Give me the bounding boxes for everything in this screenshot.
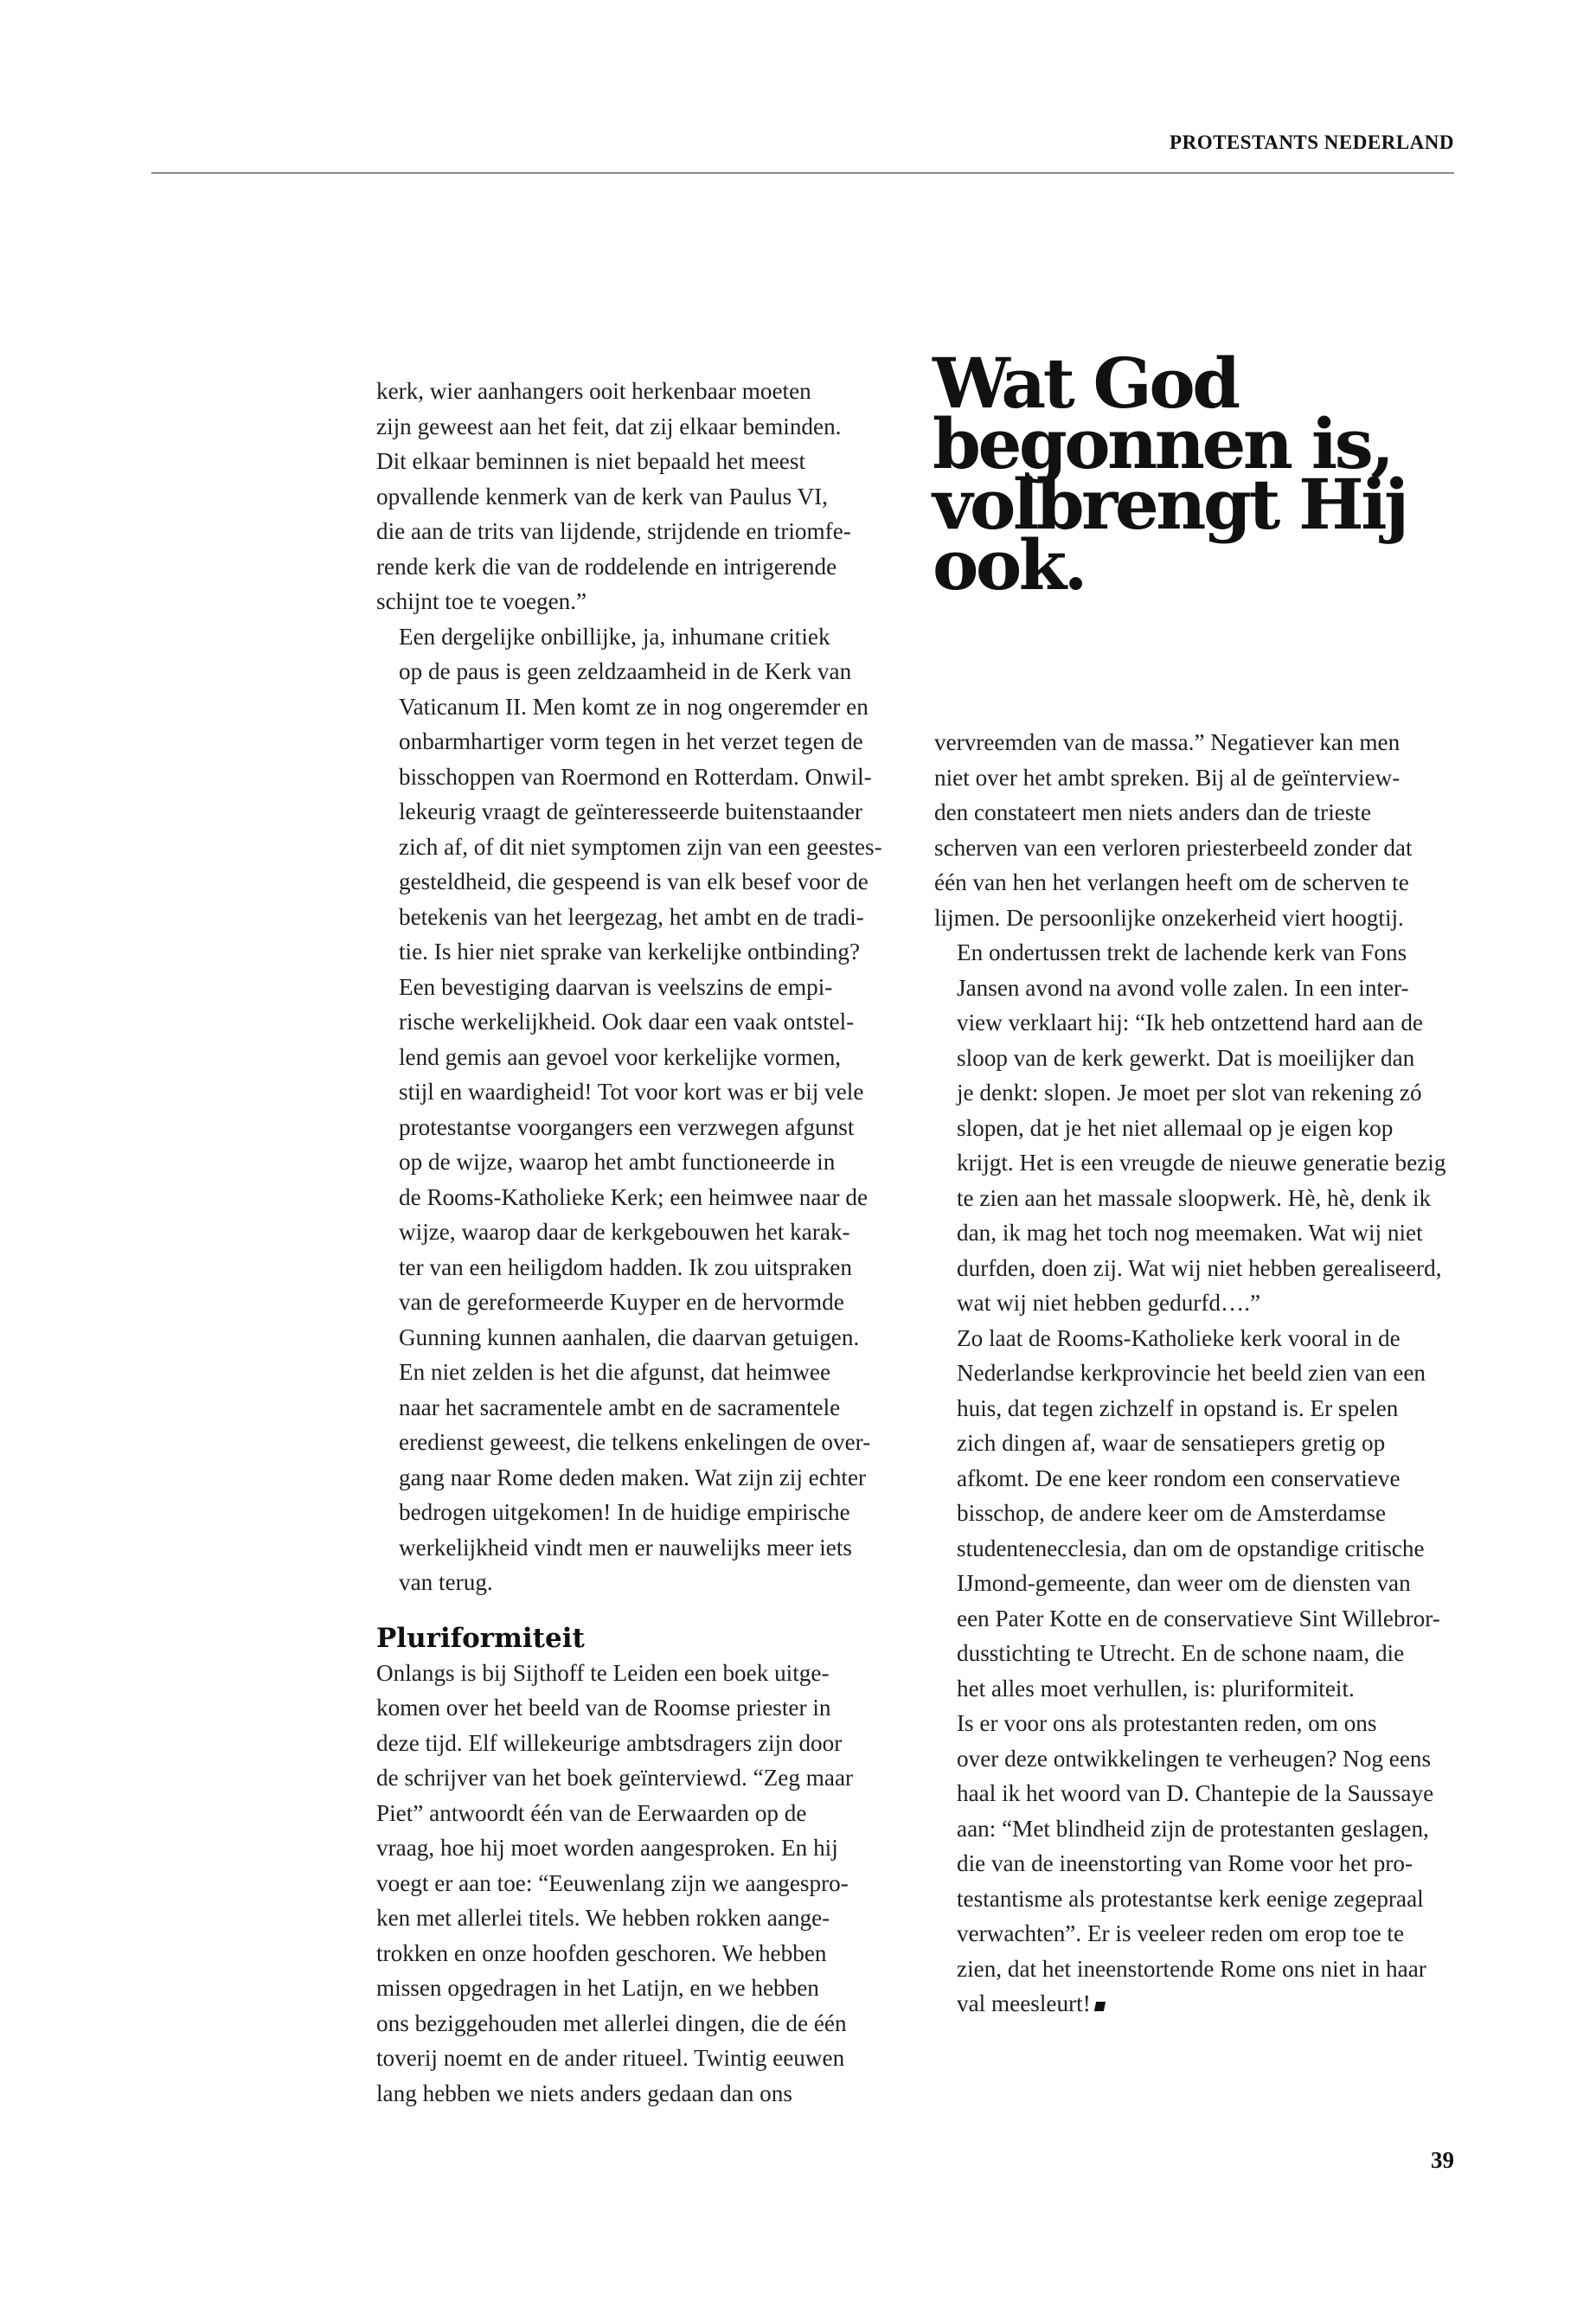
text-line: zich dingen af, waar de sensatiepers gretig op <box>957 1430 1386 1456</box>
paragraph <box>934 1706 1453 2022</box>
text-line: op de paus is geen zeldzaamheid in de Kerk van <box>399 658 852 684</box>
running-head: PROTESTANTS NEDERLAND <box>1170 131 1454 153</box>
text-line: tie. Is hier niet sprake van kerkelijke ontbinding? <box>399 939 861 965</box>
text-line: Een bevestiging daarvan is veelszins de empi- <box>399 973 833 1000</box>
text-line: zich af, of dit niet symptomen zijn van een geestes- <box>399 833 882 860</box>
text-line: begonnen is, <box>933 403 1392 484</box>
text-line: werkelijkheid vindt men er nauwelijks meer iets <box>399 1534 852 1561</box>
text-line: aan: “Met blindheid zijn de protestanten geslagen, <box>957 1815 1429 1842</box>
text-line: En niet zelden is het die afgunst, dat heimwee <box>399 1359 831 1385</box>
text-line: lend gemis aan gevoel voor kerkelijke vormen, <box>399 1043 842 1070</box>
text-line: bedrogen uitgekomen! In de huidige empirische <box>399 1499 850 1525</box>
text-line: stijl en waardigheid! Tot voor kort was er bij vele <box>399 1079 864 1105</box>
text-line: kerk, wier aanhangers ooit herkenbaar moeten <box>376 378 811 404</box>
text-line: Is er voor ons als protestanten reden, om ons <box>957 1710 1377 1736</box>
text-line: bisschoppen van Roermond en Rotterdam. Onwil- <box>399 763 872 790</box>
text-line: Vaticanum II. Men komt ze in nog ongeremder en <box>399 693 869 720</box>
text-line: je denkt: slopen. Je moet per slot van rekening zó <box>957 1080 1422 1106</box>
text-line: naar het sacramentele ambt en de sacramentele <box>399 1394 841 1420</box>
text-line: testantisme als protestantse kerk eenige zegepraal <box>957 1885 1424 1912</box>
text-line: schijnt toe te voegen.” <box>376 588 587 614</box>
paragraph <box>934 935 1453 1321</box>
text-line: Onlangs is bij Sijthoff te Leiden een boek uitge- <box>376 1659 830 1686</box>
text-line: durfden, doen zij. Wat wij niet hebben gerealiseerd, <box>957 1254 1442 1281</box>
text-line: volbrengt Hij <box>933 464 1407 545</box>
right-column <box>934 725 1453 2022</box>
text-line: op de wijze, waarop het ambt functioneerde in <box>399 1149 836 1175</box>
paragraph <box>376 374 900 619</box>
text-line: zien, dat het ineenstortende Rome ons niet in haar <box>957 1955 1426 1982</box>
paragraph <box>934 725 1453 935</box>
text-line: gesteldheid, die gespeend is van elk besef voor de <box>399 868 869 894</box>
text-line: de Rooms-Katholieke Kerk; een heimwee naar de <box>399 1183 869 1210</box>
text-line: over deze ontwikkelingen te verheugen? Nog eens <box>957 1745 1432 1772</box>
text-line: betekenis van het leergezag, het ambt en de tradi- <box>399 903 864 930</box>
text-line: Gunning kunnen aanhalen, die daarvan getuigen. <box>399 1324 860 1350</box>
text-line: view verklaart hij: “Ik heb ontzettend hard aan de <box>957 1009 1423 1035</box>
text-line: dusstichting te Utrecht. En de schone naam, die <box>957 1640 1405 1666</box>
text-line: niet over het ambt spreken. Bij al de geïnterview- <box>934 764 1401 791</box>
text-line: slopen, dat je het niet allemaal op je eigen kop <box>957 1114 1394 1141</box>
text-line: te zien aan het massale sloopwerk. Hè, hè, denk ik <box>957 1184 1432 1211</box>
text-line: wat wij niet hebben gedurfd….” <box>957 1290 1261 1316</box>
text-line: lang hebben we niets anders gedaan dan ons <box>376 2080 792 2106</box>
text-line: vervreemden van de massa.” Negatiever kan men <box>934 729 1401 755</box>
text-line: deze tijd. Elf willekeurige ambtsdragers zijn door <box>376 1729 843 1756</box>
text-line: ons beziggehouden met allerlei dingen, die de één <box>376 2009 847 2036</box>
text-line: zijn geweest aan het feit, dat zij elkaar beminden. <box>376 413 842 439</box>
text-line: lekeurig vraagt de geïnteresseerde buitenstaander <box>399 798 862 824</box>
text-line: Nederlandse kerkprovincie het beeld zien van een <box>957 1360 1426 1386</box>
text-line: de schrijver van het boek geïnterviewd. “Zeg maar <box>376 1765 854 1791</box>
text-line: voegt er aan toe: “Eeuwenlang zijn we aangespro- <box>376 1869 849 1896</box>
text-line: wijze, waarop daar de kerkgebouwen het karak- <box>399 1219 850 1245</box>
text-line: val meesleurt! <box>934 1986 1453 2022</box>
text-line: den constateert men niets anders dan de trieste <box>934 799 1372 825</box>
left-column <box>376 374 900 2111</box>
text-line: een Pater Kotte en de conservatieve Sint Willebror- <box>957 1605 1440 1631</box>
text-line: En ondertussen trekt de lachende kerk van Fons <box>957 939 1407 965</box>
text-line: afkomt. De ene keer rondom een conservatieve <box>957 1465 1401 1491</box>
paragraph <box>934 1321 1453 1707</box>
text-line: Wat God <box>933 343 1238 424</box>
text-line: van terug. <box>399 1569 493 1595</box>
paragraph <box>376 970 900 1600</box>
text-line: vraag, hoe hij moet worden aangesproken. En hij <box>376 1835 838 1861</box>
pull-quote <box>933 343 1452 606</box>
text-line: scherven van een verloren priesterbeeld zonder dat <box>934 834 1413 861</box>
text-line: lijmen. De persoonlijke onzekerheid viert hoogtij. <box>934 904 1404 931</box>
text-line: rische werkelijkheid. Ook daar een vaak ontstel- <box>399 1009 855 1035</box>
text-line: krijgt. Het is een vreugde de nieuwe generatie bezig <box>957 1150 1446 1176</box>
header-rule <box>151 172 1454 174</box>
text-line: ook. <box>933 524 1085 606</box>
text-line: van de gereformeerde Kuyper en de hervormde <box>399 1289 844 1315</box>
text-line: verwachten”. Er is veeleer reden om erop toe te <box>957 1920 1405 1946</box>
text-line: toverij noemt en de ander ritueel. Twintig eeuwen <box>376 2045 845 2071</box>
paragraph <box>376 619 900 970</box>
text-line: huis, dat tegen zichzelf in opstand is. Er spelen <box>957 1394 1399 1421</box>
text-line: opvallende kenmerk van de kerk van Paulus VI, <box>376 483 828 510</box>
text-line: Dit elkaar beminnen is niet bepaald het meest <box>376 448 805 474</box>
text-line: ter van een heiligdom hadden. Ik zou uitspraken <box>399 1253 852 1280</box>
text-line: haal ik het woord van D. Chantepie de la Saussaye <box>957 1780 1434 1806</box>
text-line: Zo laat de Rooms-Katholieke kerk vooral in de <box>957 1324 1401 1351</box>
text-line: trokken en onze hoofden geschoren. We hebben <box>376 1939 827 1966</box>
text-line: het alles moet verhullen, is: pluriformiteit. <box>957 1675 1355 1702</box>
text-line: Een dergelijke onbillijke, ja, inhumane critiek <box>399 623 830 650</box>
article-end-mark-icon <box>1094 2002 1106 2011</box>
text-line: onbarmhartiger vorm tegen in het verzet tegen de <box>399 728 863 754</box>
text-line: Piet” antwoordt één van de Eerwaarden op de <box>376 1799 807 1826</box>
text-line: sloop van de kerk gewerkt. Dat is moeilijker dan <box>957 1044 1415 1071</box>
text-line: rende kerk die van de roddelende en intrigerende <box>376 553 837 580</box>
text-line: studentenecclesia, dan om de opstandige critische <box>957 1535 1425 1561</box>
text-line: missen opgedragen in het Latijn, en we hebben <box>376 1975 819 2001</box>
text-line: Jansen avond na avond volle zalen. In een inter- <box>957 974 1409 1001</box>
text-line: dan, ik mag het toch nog meemaken. Wat wij niet <box>957 1220 1423 1246</box>
text-line: eredienst geweest, die telkens enkelingen de over- <box>399 1429 871 1455</box>
text-line: protestantse voorgangers een verzwegen afgunst <box>399 1113 855 1140</box>
subheading: Pluriformiteit <box>376 1622 585 1654</box>
text-line: komen over het beeld van de Roomse priester in <box>376 1695 831 1721</box>
page-number: 39 <box>1431 2147 1454 2173</box>
text-line: die aan de trits van lijdende, strijdende en triomfe- <box>376 518 851 544</box>
text-line: één van hen het verlangen heeft om de scherven te <box>934 869 1409 895</box>
paragraph <box>376 1656 900 2112</box>
text-line: ken met allerlei titels. We hebben rokken aange- <box>376 1905 830 1931</box>
text-line: bisschop, de andere keer om de Amsterdamse <box>957 1500 1387 1526</box>
text-line: die van de ineenstorting van Rome voor het pro- <box>957 1850 1413 1876</box>
text-line: IJmond-gemeente, dan weer om de diensten van <box>957 1570 1411 1596</box>
text-line: gang naar Rome deden maken. Wat zijn zij echter <box>399 1464 867 1490</box>
